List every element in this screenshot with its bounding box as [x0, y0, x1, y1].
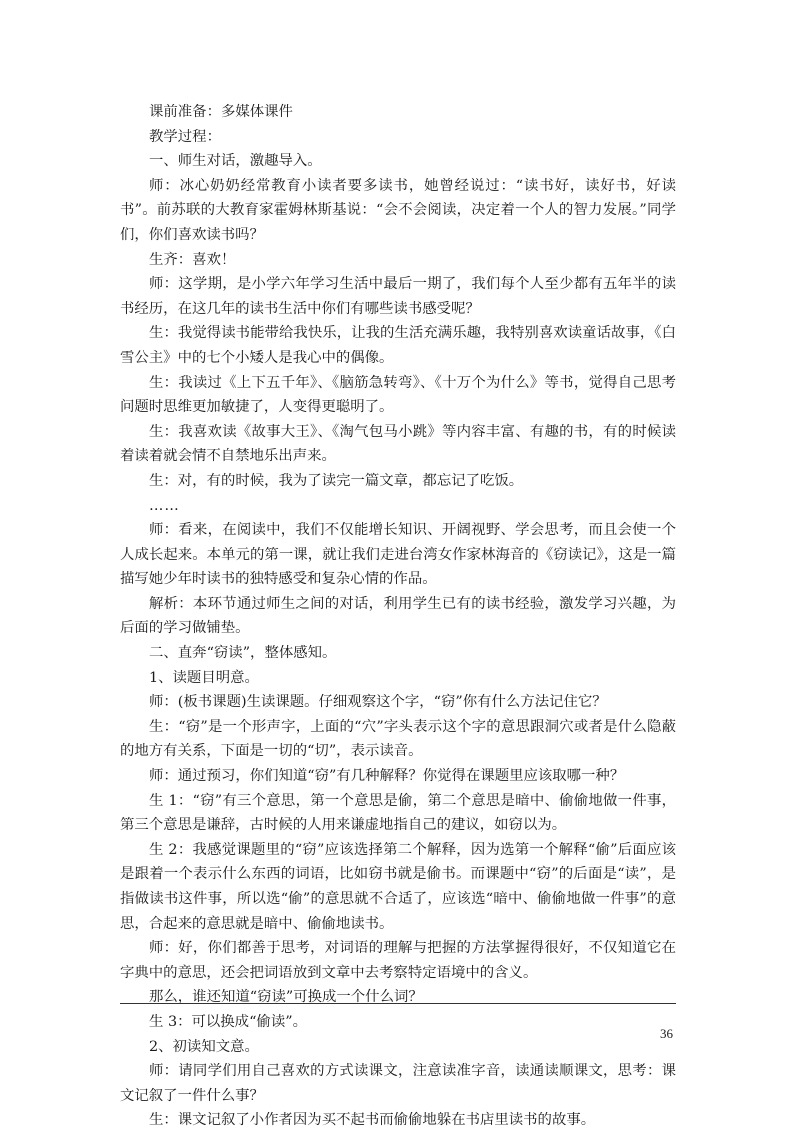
footer-divider — [120, 1003, 676, 1004]
paragraph-analysis: 解析：本环节通过师生之间的对话，利用学生已有的读书经验，激发学习兴趣，为后面的学习做铺垫。 — [120, 595, 676, 637]
paragraph-student-c: 生：我喜欢读《故事大王》、《淘气包马小跳》等内容丰富、有趣的书，有的时候读着读着就会情不自禁地乐出声来。 — [120, 423, 676, 465]
section-heading-1: 一、师生对话，激趣导入。 — [149, 153, 322, 170]
paragraph-students-reply: 生齐：喜欢！ — [149, 251, 236, 268]
paragraph-teacher-title: 师：(板书课题)生读课题。仔细观察这个字，“窃”你有什么方法记住它？ — [149, 694, 607, 711]
page-number: 36 — [660, 1026, 673, 1041]
document-body — [120, 100, 676, 1133]
paragraph-student-d: 生：对，有的时候，我为了读完一篇文章，都忘记了吃饭。 — [149, 472, 524, 489]
subsection-heading-1: 1、读题目明意。 — [149, 669, 259, 686]
paragraph-teacher-preview: 师：通过预习，你们知道“窃”有几种解释？你觉得在课题里应该取哪一种？ — [149, 768, 625, 785]
paragraph-teacher-praise: 师：好，你们都善于思考，对词语的理解与把握的方法掌握得很好，不仅知道它在字典中的意思，还会把词语放到文章中去考察特定语境中的含义。 — [120, 940, 676, 981]
paragraph-process: 教学过程： — [149, 128, 221, 145]
paragraph-teacher-question: 师：这学期，是小学六年学习生活中最后一期了，我们每个人至少都有五年半的读书经历，在这几年的读书生活中你们有哪些读书感受呢？ — [120, 276, 676, 317]
paragraph-student-a: 生：我觉得读书能带给我快乐，让我的生活充满乐趣，我特别喜欢读童话故事，《白雪公主》中的七个小矮人是我心中的偶像。 — [120, 325, 676, 366]
paragraph-teacher-intro: 师：冰心奶奶经常教育小读者要多读书，她曾经说过：“读书好，读好书，好读书”。前苏联的大教育家霍姆林斯基说：“会不会阅读，决定着一个人的智力发展。”同学们，你们喜欢读书吗？ — [120, 177, 676, 243]
subsection-heading-2: 2、初读知文意。 — [149, 1038, 259, 1055]
paragraph-student-answer: 生：课文记叙了小作者因为买不起书而偷偷地躲在书店里读书的故事。 — [149, 1112, 596, 1129]
paragraph-student-3: 生 3：可以换成“偷读”。 — [149, 1013, 307, 1030]
paragraph-student-1: 生 1：“窃”有三个意思，第一个意思是偷，第二个意思是暗中、偷偷地做一件事，第三个意思是谦辞，古时候的人用来谦虚地指自己的建议，如窃以为。 — [120, 792, 676, 834]
section-heading-2: 二、直奔“窃读”，整体感知。 — [149, 645, 337, 662]
paragraph-student-b: 生：我读过《上下五千年》、《脑筋急转弯》、《十万个为什么》等书，觉得自己思考问题时思维更加敏捷了，人变得更聪明了。 — [120, 374, 676, 416]
paragraph-student-2: 生 2：我感觉课题里的“窃”应该选择第二个解释，因为选第一个解释“偷”后面应该是跟着一个表示什么东西的词语，比如窃书就是偷书。而课题中“窃”的后面是“读”，是指做读书这件事，所以选“偷”的意思就不合适了，应该选“暗中、偷偷地做一件事”的意思，合起来的意思就是暗中、偷偷地读书。 — [120, 841, 676, 932]
paragraph-question: 那么，谁还知道“窃读”可换成一个什么词？ — [149, 989, 423, 1006]
paragraph-prep: 课前准备：多媒体课件 — [149, 104, 293, 120]
paragraph-teacher-read: 师：请同学们用自己喜欢的方式读课文，注意读准字音，读通读顺课文，思考：课文记叙了一件什么事？ — [120, 1063, 676, 1104]
paragraph-ellipsis: …… — [149, 497, 180, 514]
paragraph-teacher-summary: 师：看来，在阅读中，我们不仅能增长知识、开阔视野、学会思考，而且会使一个人成长起来。本单元的第一课，就让我们走进台湾女作家林海音的《窃读记》，这是一篇描写她少年时读书的独特感受和复杂心情的作品。 — [120, 522, 676, 588]
paragraph-student-char: 生：“窃”是一个形声字，上面的“穴”字头表示这个字的意思跟洞穴或者是什么隐蔽的地方有关系，下面是一切的“切”，表示读音。 — [120, 718, 676, 760]
